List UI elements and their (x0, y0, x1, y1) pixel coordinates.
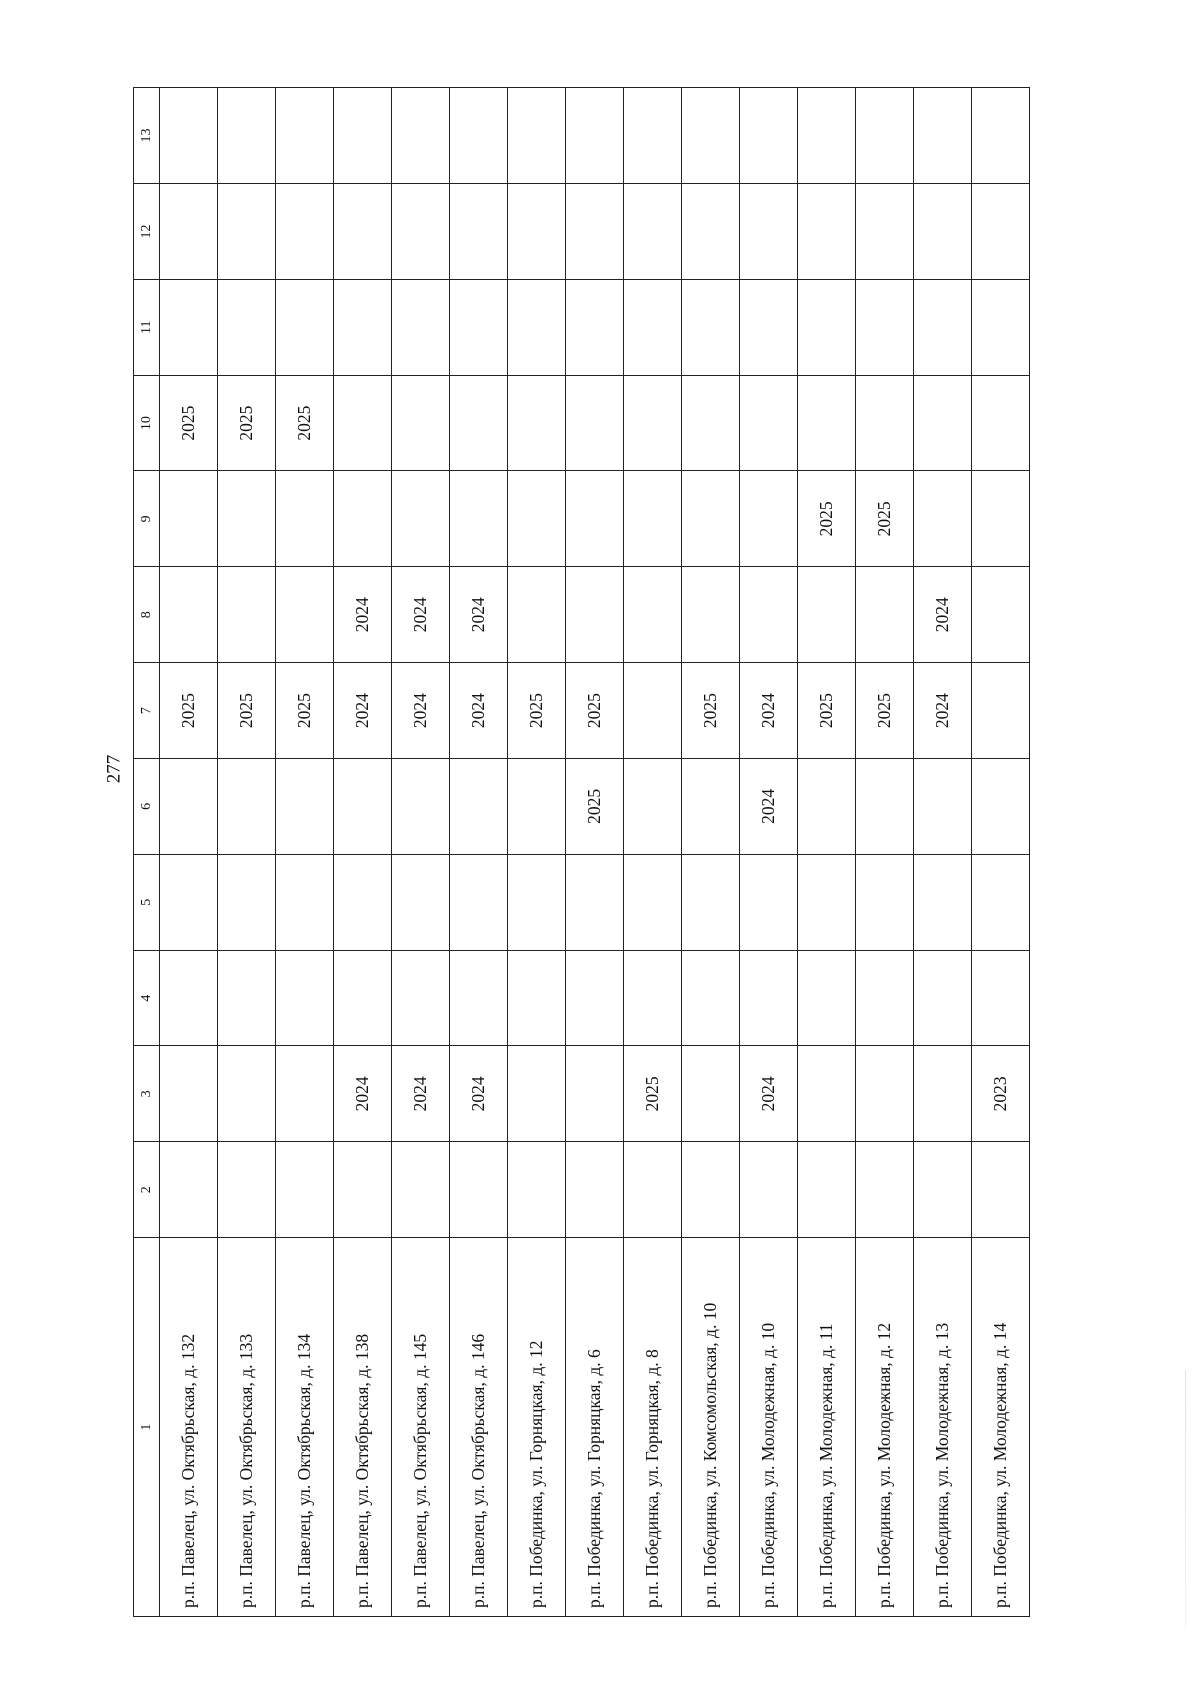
year-cell (972, 184, 1030, 280)
year-cell (508, 950, 566, 1046)
year-cell: 2025 (856, 471, 914, 567)
column-header-12: 12 (134, 184, 160, 280)
year-cell (624, 184, 682, 280)
year-cell (682, 1046, 740, 1142)
address-cell: р.п. Павелец, ул. Октябрьская, д. 146 (450, 1238, 508, 1617)
year-cell (392, 950, 450, 1046)
year-cell (218, 184, 276, 280)
year-cell (856, 950, 914, 1046)
year-cell (334, 375, 392, 471)
year-cell (566, 1046, 624, 1142)
year-cell (450, 950, 508, 1046)
year-cell (276, 471, 334, 567)
column-header-5: 5 (134, 854, 160, 950)
year-cell (218, 567, 276, 663)
year-cell (624, 854, 682, 950)
table-row (682, 88, 740, 1617)
year-cell: 2025 (218, 375, 276, 471)
address-cell: р.п. Павелец, ул. Октябрьская, д. 132 (160, 1238, 218, 1617)
address-cell: р.п. Побединка, ул. Молодежная, д. 10 (740, 1238, 798, 1617)
year-cell (276, 1142, 334, 1238)
column-header-6: 6 (134, 758, 160, 854)
table-row (276, 88, 334, 1617)
address-cell: р.п. Побединка, ул. Горняцкая, д. 8 (624, 1238, 682, 1617)
year-cell (972, 950, 1030, 1046)
year-cell: 2025 (566, 663, 624, 759)
column-header-9: 9 (134, 471, 160, 567)
year-cell (450, 1142, 508, 1238)
year-cell: 2025 (160, 375, 218, 471)
year-cell (566, 950, 624, 1046)
column-header-1: 1 (134, 1238, 160, 1617)
year-cell (566, 567, 624, 663)
year-cell (450, 758, 508, 854)
year-cell (798, 1142, 856, 1238)
year-cell (972, 758, 1030, 854)
year-cell (798, 1046, 856, 1142)
year-cell (740, 279, 798, 375)
year-cell: 2024 (392, 1046, 450, 1142)
year-cell: 2025 (566, 758, 624, 854)
year-cell: 2024 (740, 758, 798, 854)
year-cell (624, 567, 682, 663)
year-cell (682, 567, 740, 663)
address-cell: р.п. Павелец, ул. Октябрьская, д. 133 (218, 1238, 276, 1617)
page-number: 277 (103, 754, 125, 784)
table-row (334, 88, 392, 1617)
year-cell (160, 279, 218, 375)
year-cell (798, 279, 856, 375)
year-cell (624, 88, 682, 184)
year-cell (218, 950, 276, 1046)
year-cell: 2025 (624, 1046, 682, 1142)
year-cell (972, 88, 1030, 184)
year-cell (740, 950, 798, 1046)
year-cell (276, 279, 334, 375)
year-cell (334, 279, 392, 375)
year-cell (798, 758, 856, 854)
year-cell (392, 88, 450, 184)
year-cell (972, 854, 1030, 950)
year-cell: 2025 (798, 663, 856, 759)
year-cell (798, 184, 856, 280)
year-cell (682, 758, 740, 854)
table-row (624, 88, 682, 1617)
year-cell: 2025 (798, 471, 856, 567)
year-cell (160, 567, 218, 663)
year-cell (566, 279, 624, 375)
year-cell (508, 1046, 566, 1142)
year-cell: 2024 (334, 663, 392, 759)
year-cell (740, 1142, 798, 1238)
year-cell (682, 184, 740, 280)
year-cell (392, 375, 450, 471)
year-cell (450, 279, 508, 375)
year-cell (392, 854, 450, 950)
year-cell (566, 854, 624, 950)
year-cell (160, 950, 218, 1046)
year-cell (218, 1046, 276, 1142)
table-row (450, 88, 508, 1617)
year-cell: 2024 (450, 1046, 508, 1142)
year-cell (508, 184, 566, 280)
year-cell (160, 758, 218, 854)
column-header-2: 2 (134, 1142, 160, 1238)
address-cell: р.п. Павелец, ул. Октябрьская, д. 138 (334, 1238, 392, 1617)
year-cell (914, 184, 972, 280)
year-cell (566, 184, 624, 280)
year-cell: 2025 (276, 663, 334, 759)
year-cell (160, 184, 218, 280)
year-cell (972, 663, 1030, 759)
year-cell (276, 88, 334, 184)
year-cell (856, 184, 914, 280)
year-cell (566, 471, 624, 567)
table-row (914, 88, 972, 1617)
table-row (508, 88, 566, 1617)
year-cell (276, 758, 334, 854)
year-cell (972, 471, 1030, 567)
address-cell: р.п. Побединка, ул. Молодежная, д. 14 (972, 1238, 1030, 1617)
year-cell (276, 567, 334, 663)
year-cell (740, 471, 798, 567)
year-cell (276, 184, 334, 280)
year-cell (856, 1142, 914, 1238)
year-cell: 2025 (508, 663, 566, 759)
year-cell (218, 88, 276, 184)
table-row (160, 88, 218, 1617)
year-cell (682, 1142, 740, 1238)
year-cell (334, 471, 392, 567)
year-cell (798, 567, 856, 663)
year-cell (276, 854, 334, 950)
year-cell (856, 279, 914, 375)
column-header-7: 7 (134, 663, 160, 759)
year-cell (856, 567, 914, 663)
year-cell: 2024 (334, 1046, 392, 1142)
year-cell (798, 854, 856, 950)
table-row (798, 88, 856, 1617)
year-cell (450, 375, 508, 471)
year-cell (160, 1046, 218, 1142)
year-cell (624, 471, 682, 567)
year-cell: 2025 (160, 663, 218, 759)
year-cell: 2024 (740, 663, 798, 759)
year-cell (914, 471, 972, 567)
year-cell: 2023 (972, 1046, 1030, 1142)
year-cell (740, 88, 798, 184)
header-row (134, 88, 160, 1617)
year-cell (682, 950, 740, 1046)
year-cell (798, 950, 856, 1046)
year-cell (508, 279, 566, 375)
year-cell (218, 758, 276, 854)
column-header-3: 3 (134, 1046, 160, 1142)
year-cell (334, 88, 392, 184)
year-cell (392, 758, 450, 854)
year-cell (798, 88, 856, 184)
year-cell (334, 184, 392, 280)
year-cell (914, 1046, 972, 1142)
column-header-13: 13 (134, 88, 160, 184)
year-cell (334, 758, 392, 854)
year-cell (682, 279, 740, 375)
year-cell (740, 375, 798, 471)
year-cell (914, 279, 972, 375)
year-cell (218, 854, 276, 950)
year-cell: 2024 (740, 1046, 798, 1142)
scan-artifact (1185, 1370, 1186, 1630)
year-cell (856, 88, 914, 184)
year-cell: 2025 (218, 663, 276, 759)
year-cell (856, 758, 914, 854)
address-cell: р.п. Павелец, ул. Октябрьская, д. 134 (276, 1238, 334, 1617)
table-row (972, 88, 1030, 1617)
year-cell (972, 279, 1030, 375)
year-cell (160, 88, 218, 184)
year-cell (508, 758, 566, 854)
year-cell (334, 1142, 392, 1238)
year-cell (914, 758, 972, 854)
year-cell (624, 1142, 682, 1238)
year-cell (856, 1046, 914, 1142)
table-body (160, 88, 1030, 1617)
year-cell (392, 184, 450, 280)
column-header-11: 11 (134, 279, 160, 375)
year-cell (740, 854, 798, 950)
year-cell: 2025 (682, 663, 740, 759)
address-cell: р.п. Побединка, ул. Комсомольская, д. 10 (682, 1238, 740, 1617)
column-header-4: 4 (134, 950, 160, 1046)
year-cell (450, 854, 508, 950)
address-cell: р.п. Побединка, ул. Молодежная, д. 11 (798, 1238, 856, 1617)
year-cell (450, 88, 508, 184)
year-cell (972, 1142, 1030, 1238)
year-cell (682, 88, 740, 184)
table-row (392, 88, 450, 1617)
year-cell (450, 184, 508, 280)
year-cell (160, 854, 218, 950)
year-cell (392, 471, 450, 567)
year-cell: 2025 (856, 663, 914, 759)
table-row (740, 88, 798, 1617)
year-cell (624, 663, 682, 759)
year-cell (624, 375, 682, 471)
year-cell: 2024 (914, 663, 972, 759)
year-cell (334, 950, 392, 1046)
year-cell (160, 1142, 218, 1238)
year-cell (856, 375, 914, 471)
year-cell: 2024 (392, 663, 450, 759)
year-cell: 2024 (450, 663, 508, 759)
address-cell: р.п. Побединка, ул. Молодежная, д. 12 (856, 1238, 914, 1617)
address-cell: р.п. Павелец, ул. Октябрьская, д. 145 (392, 1238, 450, 1617)
year-cell (682, 854, 740, 950)
year-cell (276, 1046, 334, 1142)
year-cell (334, 854, 392, 950)
table-row (218, 88, 276, 1617)
year-cell (624, 758, 682, 854)
year-cell (972, 375, 1030, 471)
year-cell (740, 184, 798, 280)
year-cell (508, 88, 566, 184)
year-cell (914, 1142, 972, 1238)
column-header-8: 8 (134, 567, 160, 663)
year-cell (218, 279, 276, 375)
year-cell (856, 854, 914, 950)
year-cell (624, 950, 682, 1046)
year-cell (450, 471, 508, 567)
address-cell: р.п. Побединка, ул. Горняцкая, д. 12 (508, 1238, 566, 1617)
year-cell (972, 567, 1030, 663)
rotated-table-container (133, 87, 1030, 1617)
year-cell (566, 375, 624, 471)
year-cell (914, 375, 972, 471)
year-cell: 2024 (450, 567, 508, 663)
address-cell: р.п. Побединка, ул. Горняцкая, д. 6 (566, 1238, 624, 1617)
year-cell (624, 279, 682, 375)
year-cell (798, 375, 856, 471)
year-cell: 2024 (334, 567, 392, 663)
year-cell (914, 88, 972, 184)
year-cell: 2025 (276, 375, 334, 471)
year-cell (508, 471, 566, 567)
table-row (856, 88, 914, 1617)
year-cell (508, 1142, 566, 1238)
column-header-10: 10 (134, 375, 160, 471)
year-cell (682, 375, 740, 471)
year-cell (508, 375, 566, 471)
year-cell (740, 567, 798, 663)
year-cell (392, 279, 450, 375)
year-cell (914, 854, 972, 950)
year-cell (508, 854, 566, 950)
year-cell (914, 950, 972, 1046)
address-cell: р.п. Побединка, ул. Молодежная, д. 13 (914, 1238, 972, 1617)
year-cell: 2024 (392, 567, 450, 663)
year-cell: 2024 (914, 567, 972, 663)
year-cell (160, 471, 218, 567)
year-cell (508, 567, 566, 663)
year-cell (218, 471, 276, 567)
renovation-schedule-table (133, 87, 1030, 1617)
year-cell (566, 88, 624, 184)
year-cell (218, 1142, 276, 1238)
table-row (566, 88, 624, 1617)
year-cell (276, 950, 334, 1046)
year-cell (682, 471, 740, 567)
year-cell (566, 1142, 624, 1238)
year-cell (392, 1142, 450, 1238)
